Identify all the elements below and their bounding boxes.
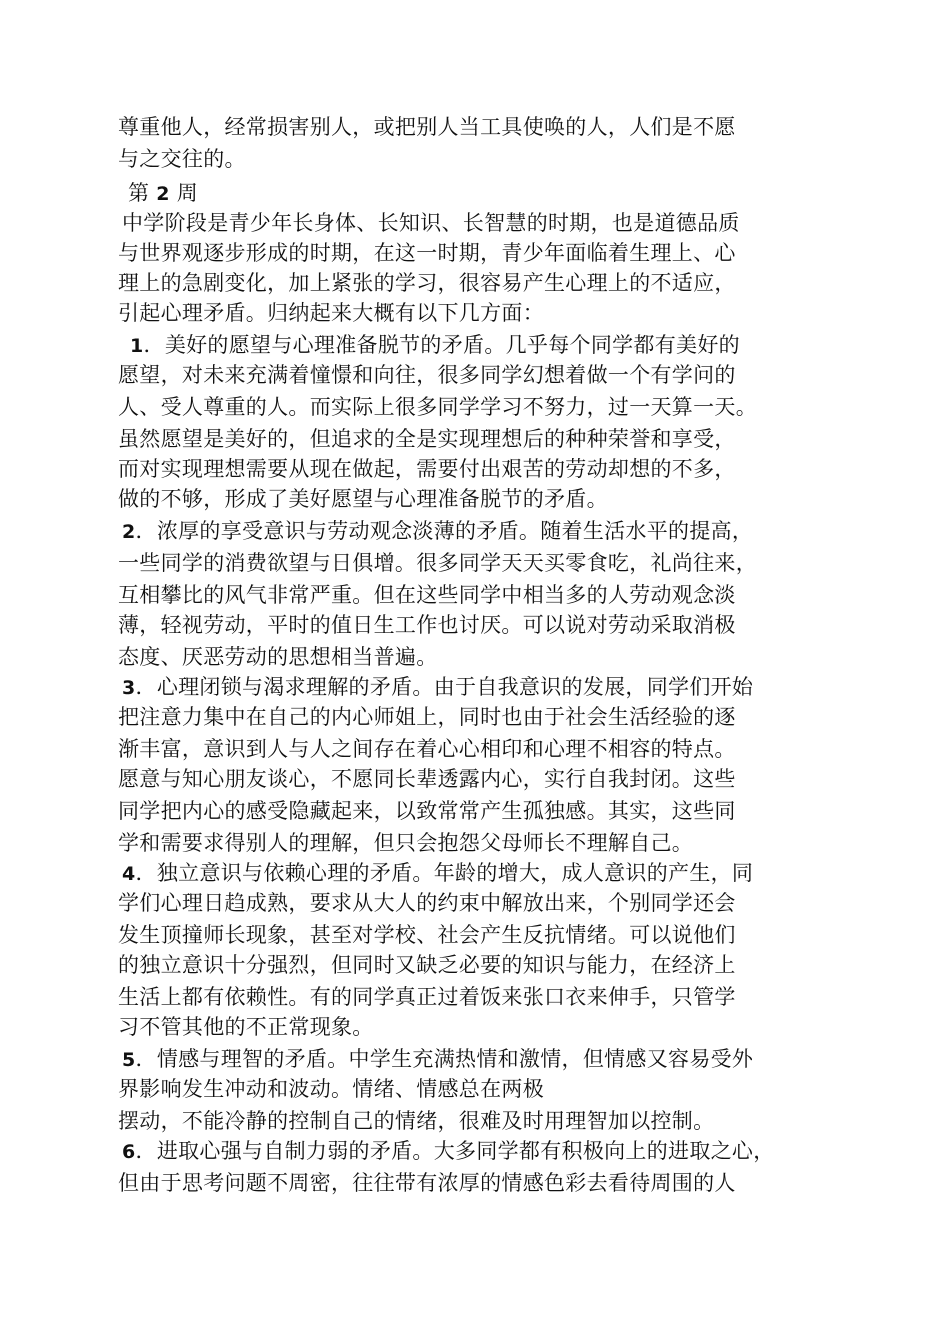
line-text: 理上的急剧变化，加上紧张的学习，很容易产生心理上的不适应， (118, 271, 736, 295)
text-line (118, 266, 736, 300)
line-text: 发生顶撞师长现象，甚至对学校、社会产生反抗情绪。可以说他们 (118, 923, 736, 947)
text-line (118, 608, 736, 642)
text-line (118, 886, 736, 920)
text-line (122, 670, 753, 704)
line-text: 薄，轻视劳动，平时的值日生工作也讨厌。可以说对劳动采取消极 (118, 613, 736, 637)
line-text: ．独立意识与依赖心理的矛盾。年龄的增大，成人意识的产生，同 (135, 861, 754, 885)
line-text: 把注意力集中在自己的内心师姐上，同时也由于社会生活经验的逐 (118, 705, 736, 729)
line-text: 互相攀比的风气非常严重。但在这些同学中相当多的人劳动观念淡 (118, 583, 736, 607)
text-line (122, 856, 753, 890)
text-line (118, 732, 736, 766)
text-line (118, 826, 693, 860)
text-line (118, 422, 736, 456)
text-line (118, 1166, 736, 1200)
line-text: 引起心理矛盾。归纳起来大概有以下几方面： (118, 301, 544, 325)
text-line (118, 142, 246, 176)
line-text: 生活上都有依赖性。有的同学真正过着饭来张口衣来伸手，只管学 (118, 985, 736, 1009)
text-line (118, 640, 438, 674)
line-text: 同学把内心的感受隐藏起来，以致常常产生孤独感。其实，这些同 (118, 799, 736, 823)
text-line (118, 700, 736, 734)
line-text: 而对实现理想需要从现在做起，需要付出艰苦的劳动却想的不多， (118, 457, 736, 481)
item-number: 3 (122, 677, 136, 699)
text-line (118, 390, 757, 424)
line-text: 习不管其他的不正常现象。 (118, 1015, 374, 1039)
line-text: 学们心理日趋成熟，要求从大人的约束中解放出来，个别同学还会 (118, 891, 736, 915)
line-text: 摆动，不能冷静的控制自己的情绪，很难及时用理智加以控制。 (118, 1109, 715, 1133)
line-text: ．进取心强与自制力弱的矛盾。大多同学都有积极向上的进取之心， (135, 1139, 775, 1163)
line-text: ．心理闭锁与渴求理解的矛盾。由于自我意识的发展，同学们开始 (135, 675, 754, 699)
text-line (118, 762, 736, 796)
line-text: 中学阶段是青少年长身体、长知识、长智慧的时期，也是道德品质 (122, 211, 740, 235)
line-text: 做的不够，形成了美好愿望与心理准备脱节的矛盾。 (118, 487, 608, 511)
line-prefix: 第 (128, 181, 157, 205)
line-text: 愿意与知心朋友谈心，不愿同长辈透露内心，实行自我封闭。这些 (118, 767, 736, 791)
text-line (118, 948, 736, 982)
line-text: 的独立意识十分强烈，但同时又缺乏必要的知识与能力，在经济上 (118, 953, 736, 977)
line-text: 态度、厌恶劳动的思想相当普遍。 (118, 645, 438, 669)
item-number: 6 (122, 1141, 136, 1163)
text-line (118, 794, 736, 828)
text-line (130, 328, 740, 362)
line-text: 与之交往的。 (118, 147, 246, 171)
text-line (118, 358, 736, 392)
text-line (122, 514, 753, 548)
text-line (122, 1042, 753, 1076)
line-text: ．情感与理智的矛盾。中学生充满热情和激情，但情感又容易受外 (135, 1047, 754, 1071)
text-line (118, 452, 736, 486)
line-text: 渐丰富，意识到人与人之间存在着心心相印和心理不相容的特点。 (118, 737, 736, 761)
text-line (118, 296, 544, 330)
text-line (122, 1134, 775, 1168)
item-number: 5 (122, 1049, 136, 1071)
line-text: 与世界观逐步形成的时期，在这一时期，青少年面临着生理上、心 (118, 241, 736, 265)
text-line (128, 176, 198, 210)
line-text: ．美好的愿望与心理准备脱节的矛盾。几乎每个同学都有美好的 (143, 333, 740, 357)
line-text: 虽然愿望是美好的，但追求的全是实现理想后的种种荣誉和享受， (118, 427, 736, 451)
line-text: 尊重他人，经常损害别人，或把别人当工具使唤的人，人们是不愿 (118, 115, 736, 139)
line-text: 但由于思考问题不周密，往往带有浓厚的情感色彩去看待周围的人 (118, 1171, 736, 1195)
line-text: 周 (169, 181, 199, 205)
line-text: 人、受人尊重的人。而实际上很多同学学习不努力，过一天算一天。 (118, 395, 757, 419)
text-line (118, 1104, 714, 1138)
text-line (118, 236, 736, 270)
text-line (122, 206, 740, 240)
text-line (118, 1072, 544, 1106)
text-line (118, 1010, 374, 1044)
line-text: 一些同学的消费欲望与日俱增。很多同学天天买零食吃，礼尚往来， (118, 551, 757, 575)
text-line (118, 578, 736, 612)
line-text: ．浓厚的享受意识与劳动观念淡薄的矛盾。随着生活水平的提高， (135, 519, 754, 543)
text-line (118, 980, 736, 1014)
text-line (118, 482, 608, 516)
line-text: 学和需要求得别人的理解，但只会抱怨父母师长不理解自己。 (118, 831, 694, 855)
item-number: 2 (122, 521, 136, 543)
item-number: 2 (156, 183, 170, 205)
text-line (118, 918, 736, 952)
item-number: 4 (122, 863, 136, 885)
text-line (118, 546, 757, 580)
item-number: 1 (130, 335, 144, 357)
text-line (118, 110, 736, 144)
line-text: 界影响发生冲动和波动。情绪、情感总在两极 (118, 1077, 544, 1101)
line-text: 愿望，对未来充满着憧憬和向往，很多同学幻想着做一个有学问的 (118, 363, 736, 387)
